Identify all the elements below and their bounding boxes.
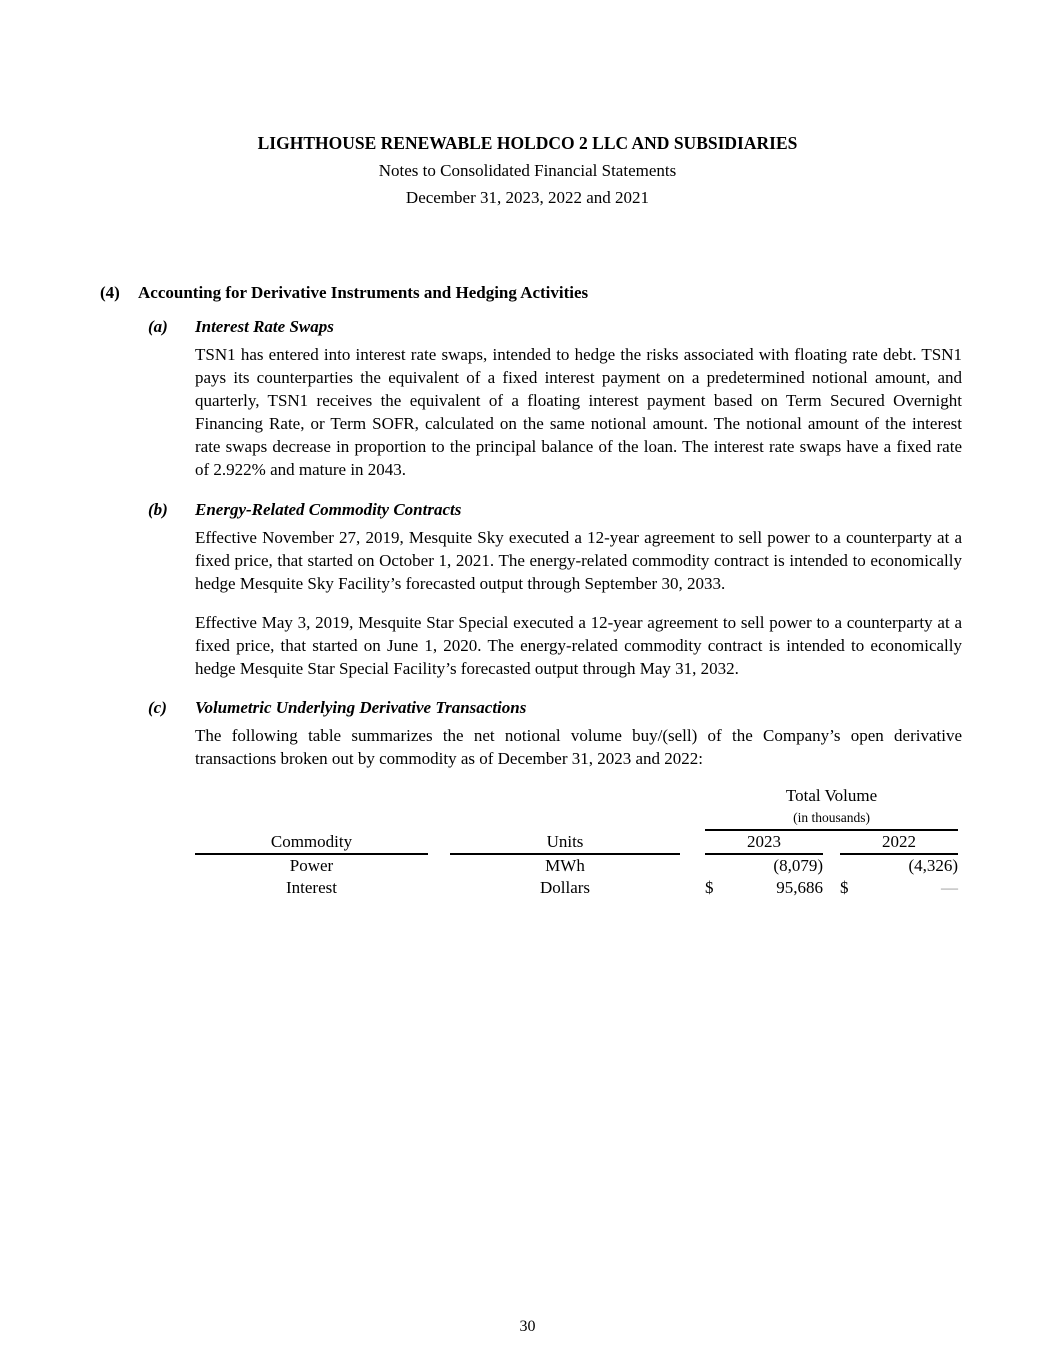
subsection-b-paragraph-2: Effective May 3, 2019, Mesquite Star Special executed a 12-year agreement to sell power to a counterparty at a fixed price, that started on June 1, 2020. The energy-related commodity contract is intended to economically hedge Mesquite Star Special Facility’s forecasted output through May 31, 2032. [195,613,962,678]
total-volume-header: Total Volume [785,786,878,805]
column-header-units: Units [450,830,680,854]
interest-commodity-cell: Interest [286,878,337,897]
subsection-a-title: Interest Rate Swaps [195,317,334,336]
power-2023-currency-cell [705,854,725,877]
date-line: December 31, 2023, 2022 and 2021 [405,188,650,207]
interest-2023-value-cell: 95,686 [776,878,823,897]
power-units-cell: MWh [545,856,585,875]
table-row-interest [195,877,958,899]
section-title: Accounting for Derivative Instruments and Hedging Activities [138,283,589,302]
subsection-b-heading [148,498,1055,521]
subsection-b-label: (b) [148,500,168,519]
interest-2023-currency-cell: $ [705,878,714,897]
column-header-2023: 2023 [705,830,823,854]
subsection-c-title: Volumetric Underlying Derivative Transactions [195,698,527,717]
subsection-a-label: (a) [148,317,168,336]
interest-units-cell: Dollars [539,878,591,897]
in-thousands-label: (in thousands) [705,807,958,830]
subsection-a-paragraph: TSN1 has entered into interest rate swaps, intended to hedge the risks associated with floating rate debt. TSN1 pays its counterparties the equivalent of a fixed interest payment on a predetermined notional amount, and quarterly, TSN1 receives the equivalent of a floating interest payment based on Term Secured Overnight Financing Rate, or Term SOFR, calculated on the same notional amount. The notional amount of the interest rate swaps decrease in proportion to the principal balance of the loan. The interest rate swaps have a fixed rate of 2.922% and mature in 2043. [195,345,962,479]
power-commodity-cell: Power [289,856,334,875]
column-header-commodity: Commodity [195,830,428,854]
table-column-header-row [195,830,958,854]
table-row-power [195,854,958,877]
company-title: LIGHTHOUSE RENEWABLE HOLDCO 2 LLC AND SUBSIDIARIES [257,133,798,153]
interest-2022-value-cell: — [941,878,959,897]
section-4-heading [100,281,1055,304]
power-2023-value-cell: (8,079) [773,856,823,875]
page-number: 30 [519,1318,536,1335]
document-header [0,0,1055,211]
section-number: (4) [100,283,120,302]
column-header-2022: 2022 [840,830,958,854]
interest-2022-currency-cell: $ [840,878,849,897]
subsection-b-paragraph-1: Effective November 27, 2019, Mesquite Sky executed a 12-year agreement to sell power to a counterparty at a fixed price, that started on October 1, 2021. The energy-related commodity contract is intended to economically hedge Mesquite Sky Facility’s forecasted output through September 30, 2033. [195,528,962,593]
volume-table [195,785,958,899]
document-subtitle: Notes to Consolidated Financial Statements [378,161,677,180]
subsection-c-paragraph: The following table summarizes the net notional volume buy/(sell) of the Company’s open derivative transactions broken out by commodity as of December 31, 2023 and 2022: [195,726,962,768]
subsection-c-label: (c) [148,698,167,717]
subsection-a-heading [148,315,1055,338]
table-group-subheader-row [195,807,958,830]
power-2022-currency-cell [840,854,860,877]
table-group-header-row [195,785,958,807]
power-2022-value-cell: (4,326) [908,856,959,875]
subsection-b-title: Energy-Related Commodity Contracts [195,500,462,519]
subsection-c-heading [148,696,1055,719]
